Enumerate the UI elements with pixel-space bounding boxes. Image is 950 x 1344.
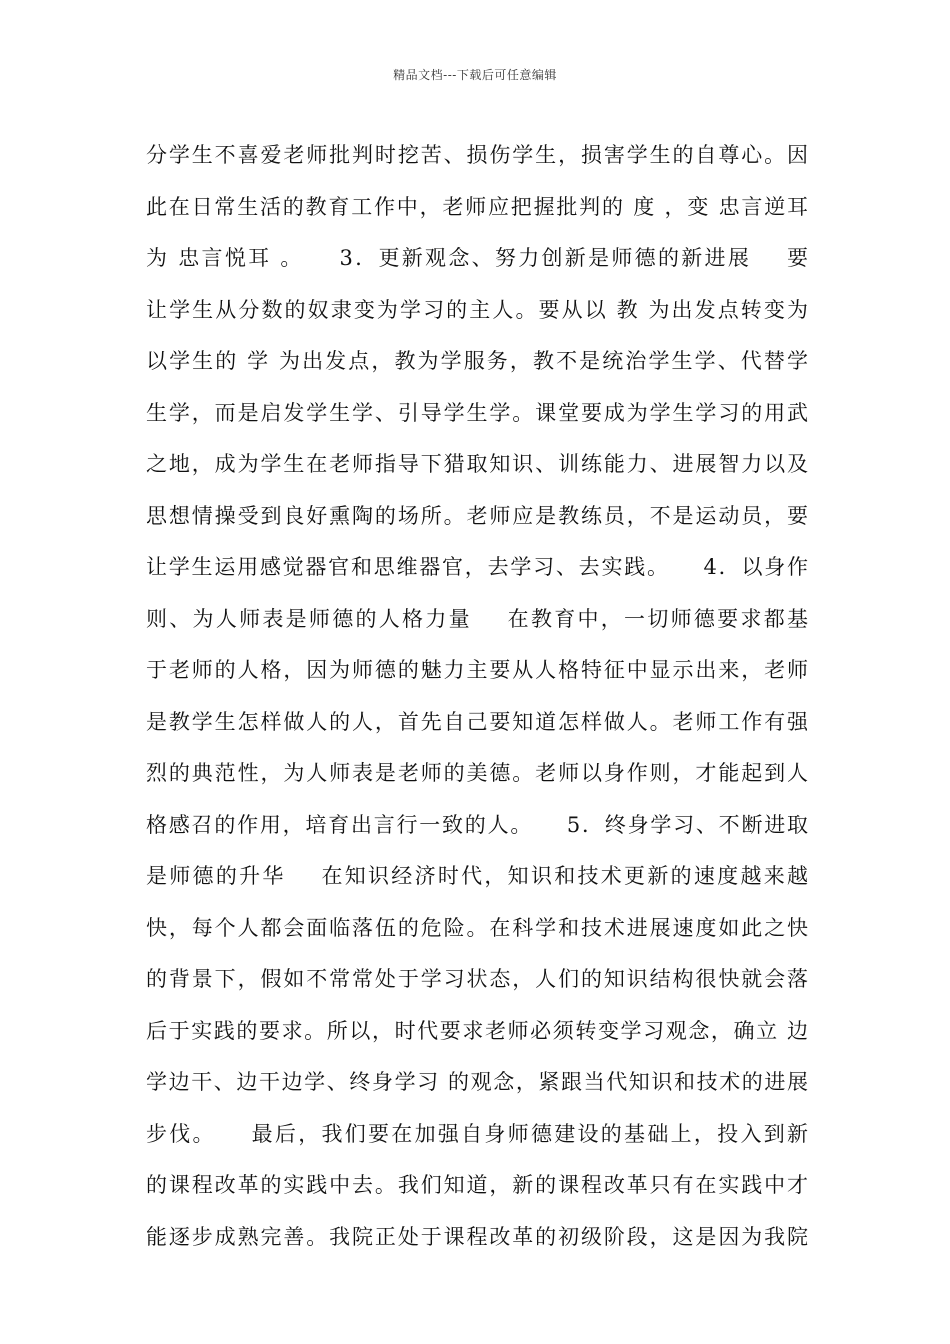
text-line: 思想情操受到良好熏陶的场所。老师应是教练员，不是运动员，要: [146, 503, 808, 528]
text-line: 学边干、边干边学、终身学习 的观念，紧跟当代知识和技术的进展: [146, 1070, 808, 1094]
text-line: 之地，成为学生在老师指导下猎取知识、训练能力、进展智力以及: [146, 452, 808, 476]
text-line: 于老师的人格，因为师德的魅力主要从人格特征中显示出来，老师: [146, 658, 808, 682]
body-text: [146, 130, 808, 1263]
text-line: 烈的典范性，为人师表是老师的美德。老师以身作则，才能起到人: [146, 761, 808, 785]
text-line: 能逐步成熟完善。我院正处于课程改革的初级阶段，这是因为我院: [146, 1224, 808, 1249]
text-line: 的课程改革的实践中去。我们知道，新的课程改革只有在实践中才: [146, 1173, 808, 1197]
text-line: 让学生运用感觉器官和思维器官，去学习、去实践。 4．以身作: [146, 555, 808, 579]
text-line: 让学生从分数的奴隶变为学习的主人。要从以 教 为出发点转变为: [146, 297, 808, 322]
text-line: 生学，而是启发学生学、引导学生学。课堂要成为学生学习的用武: [146, 400, 808, 425]
text-line: 以学生的 学 为出发点，教为学服务，教不是统治学生学、代替学: [146, 349, 808, 373]
page-header: 精品文档---下载后可任意编辑: [393, 68, 557, 82]
text-line: 后于实践的要求。所以，时代要求老师必须转变学习观念，确立 边: [146, 1018, 808, 1043]
text-line: 是师德的升华 在知识经济时代，知识和技术更新的速度越来越: [146, 864, 808, 888]
text-line: 格感召的作用，培育出言行一致的人。 5．终身学习、不断进取: [146, 812, 808, 837]
text-line: 步伐。 最后，我们要在加强自身师德建设的基础上，投入到新: [146, 1121, 808, 1146]
text-line: 为 忠言悦耳 。 3．更新观念、努力创新是师德的新进展 要: [146, 246, 808, 270]
text-line: 是教学生怎样做人的人，首先自己要知道怎样做人。老师工作有强: [146, 709, 808, 734]
text-line: 的背景下，假如不常常处于学习状态，人们的知识结构很快就会落: [146, 967, 808, 991]
text-line: 快，每个人都会面临落伍的危险。在科学和技术进展速度如此之快: [146, 915, 808, 940]
text-line: 此在日常生活的教育工作中，老师应把握批判的 度 ，变 忠言逆耳: [146, 194, 808, 219]
text-line: 则、为人师表是师德的人格力量 在教育中，一切师德要求都基: [146, 606, 808, 631]
text-line: 分学生不喜爱老师批判时挖苦、损伤学生，损害学生的自尊心。因: [146, 143, 808, 167]
